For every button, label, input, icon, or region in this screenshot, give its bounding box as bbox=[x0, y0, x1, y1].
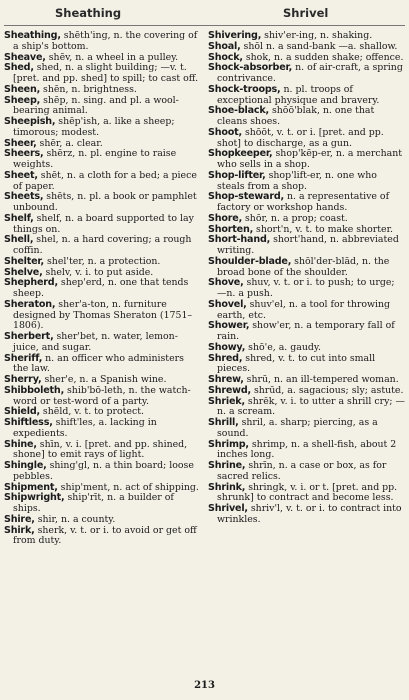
entry-headword: Shock-troops, bbox=[208, 83, 281, 95]
entry-headword: Shelve, bbox=[4, 266, 43, 278]
entry-definition: n. an officer who administers the law. bbox=[13, 352, 184, 375]
entry-headword: Short-hand, bbox=[208, 234, 271, 246]
dictionary-entry bbox=[4, 526, 202, 548]
entry-definition: shērz, n. pl. engine to raise weights. bbox=[13, 148, 177, 170]
entry-headword: Shoal, bbox=[208, 40, 241, 52]
entry-headword: Sheer, bbox=[4, 137, 37, 149]
dictionary-entry bbox=[4, 192, 202, 214]
dictionary-entry bbox=[4, 63, 202, 85]
entry-headword: Shorten, bbox=[208, 223, 254, 235]
dictionary-entry bbox=[4, 149, 202, 171]
entry-definition: shēld, v. t. to protect. bbox=[42, 406, 144, 418]
dictionary-entry bbox=[4, 440, 202, 462]
entry-definition: shōōt, v. t. or i. [pret. and pp. shot] to discharge, as a gun. bbox=[217, 126, 384, 149]
dictionary-entry bbox=[208, 504, 406, 526]
entry-definition: n. pl. troops of exceptional physique and bravery. bbox=[217, 83, 380, 106]
right-column bbox=[208, 31, 406, 526]
dictionary-entry bbox=[208, 321, 406, 343]
header-rule bbox=[4, 25, 405, 26]
dictionary-entry bbox=[208, 354, 406, 376]
entry-headword: Shield, bbox=[4, 406, 40, 418]
entry-headword: Shoulder-blade, bbox=[208, 255, 292, 267]
entry-definition: n. a representative of factory or workshop hands. bbox=[217, 191, 390, 213]
entry-definition: shēth'ing, n. the covering of a ship's bottom. bbox=[13, 30, 198, 52]
entry-definition: shing'gl, n. a thin board; loose pebbles. bbox=[13, 460, 194, 482]
entry-headword: Sherry, bbox=[4, 374, 42, 385]
entry-headword: Shrew, bbox=[208, 374, 244, 385]
entry-definition: show'er, n. a temporary fall of rain. bbox=[217, 320, 395, 342]
dictionary-entry bbox=[208, 149, 406, 171]
entry-definition: shed, n. a slight building; —v. t. [pret. and pp. shed] to spill; to cast off. bbox=[13, 62, 199, 84]
entry-definition: short'hand, n. abbreviated writing. bbox=[217, 234, 399, 256]
entry-headword: Sherbert, bbox=[4, 331, 54, 342]
entry-definition: sher'e, n. a Spanish wine. bbox=[44, 374, 167, 385]
entry-headword: Sheen, bbox=[4, 83, 41, 95]
entry-definition: ship'ment, n. act of shipping. bbox=[60, 481, 199, 493]
left-guide-word: Sheathing bbox=[55, 6, 122, 20]
entry-definition: shōl n. a sand-bank —a. shallow. bbox=[243, 40, 398, 52]
entry-definition: shōr, n. a prop; coast. bbox=[245, 212, 348, 224]
dictionary-entry bbox=[4, 235, 202, 257]
entry-definition: shēn, n. brightness. bbox=[43, 83, 137, 95]
entry-definition: shok, n. a sudden shake; offence. bbox=[245, 51, 404, 63]
dictionary-entry bbox=[4, 278, 202, 300]
entry-definition: shōō'blak, n. one that cleans shoes. bbox=[217, 105, 375, 127]
entry-definition: shelf, n. a board supported to lay things on. bbox=[13, 212, 194, 235]
entry-definition: sher'bet, n. water, lemon-juice, and sugar. bbox=[13, 331, 178, 353]
dictionary-entry bbox=[4, 214, 202, 236]
entry-headword: Showy, bbox=[208, 341, 246, 353]
entry-headword: Shibboleth, bbox=[4, 384, 65, 396]
dictionary-entry bbox=[208, 418, 406, 440]
dictionary-entry bbox=[208, 440, 406, 462]
dictionary-entry bbox=[208, 128, 406, 150]
entry-definition: short'n, v. t. to make shorter. bbox=[256, 223, 394, 235]
dictionary-entry bbox=[208, 300, 406, 322]
dictionary-entry bbox=[4, 300, 202, 332]
right-guide-word: Shrivel bbox=[283, 6, 329, 20]
entry-definition: shrimp, n. a shell-fish, about 2 inches long. bbox=[217, 438, 397, 461]
dictionary-entry bbox=[4, 117, 202, 139]
entry-headword: Shrink, bbox=[208, 481, 246, 493]
entry-definition: shred, v. t. to cut into small pieces. bbox=[217, 352, 376, 375]
dictionary-entry bbox=[4, 386, 202, 408]
entry-definition: shop'lift-er, n. one who steals from a shop. bbox=[217, 169, 377, 192]
dictionary-entry bbox=[208, 63, 406, 85]
entry-headword: Shock, bbox=[208, 51, 243, 63]
entry-headword: Sheraton, bbox=[4, 298, 56, 310]
entry-headword: Shingle, bbox=[4, 460, 47, 471]
entry-definition: shrēk, v. i. to utter a shrill cry; —n. a scream. bbox=[217, 395, 405, 418]
entry-definition: shrīn, n. a case or box, as for sacred relics. bbox=[217, 460, 387, 482]
entry-headword: Shoot, bbox=[208, 126, 242, 138]
entry-definition: shel, n. a hard covering; a rough coffin. bbox=[13, 234, 192, 256]
entry-definition: shift'les, a. lacking in expedients. bbox=[13, 417, 157, 439]
entry-definition: shiv'er-ing, n. shaking. bbox=[264, 30, 373, 41]
dictionary-entry bbox=[208, 278, 406, 300]
entry-headword: Sheave, bbox=[4, 51, 46, 63]
entry-headword: Shrewd, bbox=[208, 384, 251, 396]
dictionary-entry bbox=[208, 171, 406, 193]
entry-definition: shēv, n. a wheel in a pulley. bbox=[48, 51, 179, 63]
entry-definition: sher'a-ton, n. furniture designed by Thomas Sheraton (1751–1806). bbox=[13, 298, 193, 332]
entry-headword: Shipwright, bbox=[4, 492, 65, 504]
entry-definition: shēt, n. a cloth for a bed; a piece of paper. bbox=[13, 169, 197, 192]
entry-headword: Sheet, bbox=[4, 169, 38, 181]
entry-definition: shel'ter, n. a protection. bbox=[46, 255, 161, 267]
entry-definition: shril, a. sharp; piercing, as a sound. bbox=[217, 417, 378, 439]
entry-headword: Sheathing, bbox=[4, 30, 61, 41]
dictionary-entry bbox=[4, 418, 202, 440]
entry-headword: Shock-absorber, bbox=[208, 62, 293, 74]
entry-headword: Shop-steward, bbox=[208, 191, 284, 203]
entry-headword: Shopkeeper, bbox=[208, 148, 273, 160]
entry-definition: shringk, v. i. or t. [pret. and pp. shrunk] to contract and become less. bbox=[217, 481, 398, 504]
entry-headword: Shiftless, bbox=[4, 417, 53, 428]
entry-headword: Shove, bbox=[208, 277, 244, 289]
entry-headword: Shepherd, bbox=[4, 277, 58, 289]
entry-definition: shō'e, a. gaudy. bbox=[248, 341, 321, 353]
dictionary-entry bbox=[4, 171, 202, 193]
entry-headword: Shriek, bbox=[208, 395, 245, 407]
entry-definition: shrū, n. an ill-tempered woman. bbox=[246, 374, 399, 385]
entry-headword: Shed, bbox=[4, 62, 34, 74]
entry-definition: shrūd, a. sagacious; sly; astute. bbox=[253, 384, 404, 396]
entry-definition: ship'rīt, n. a builder of ships. bbox=[13, 492, 174, 514]
entry-headword: Shire, bbox=[4, 513, 35, 525]
entry-definition: shuv, v. t. or i. to push; to urge; —n. a push. bbox=[217, 277, 395, 299]
entry-definition: shop'kēp-er, n. a merchant who sells in a shop. bbox=[217, 148, 403, 170]
left-column bbox=[4, 31, 202, 547]
entry-headword: Shelter, bbox=[4, 255, 44, 267]
entry-headword: Shine, bbox=[4, 438, 37, 450]
entry-headword: Sheers, bbox=[4, 148, 44, 160]
entry-headword: Shovel, bbox=[208, 298, 247, 310]
entry-headword: Sheriff, bbox=[4, 352, 43, 364]
entry-headword: Shivering, bbox=[208, 30, 262, 41]
dictionary-entry bbox=[4, 493, 202, 515]
entry-definition: shir, n. a county. bbox=[37, 513, 116, 525]
entry-definition: shēp'ish, a. like a sheep; timorous; modest. bbox=[13, 116, 175, 138]
entry-headword: Shrine, bbox=[208, 460, 246, 471]
entry-headword: Shelf, bbox=[4, 212, 34, 224]
entry-definition: shelv, v. i. to put aside. bbox=[45, 266, 154, 278]
entry-headword: Sheepish, bbox=[4, 116, 56, 127]
entry-definition: shriv'l, v. t. or i. to contract into wrinkles. bbox=[217, 503, 402, 525]
page-number: 213 bbox=[194, 680, 215, 691]
dictionary-entry bbox=[208, 85, 406, 107]
entry-headword: Shipment, bbox=[4, 481, 58, 493]
entry-headword: Shore, bbox=[208, 212, 243, 224]
entry-headword: Shell, bbox=[4, 234, 34, 246]
entry-headword: Shirk, bbox=[4, 524, 35, 536]
dictionary-entry bbox=[4, 332, 202, 354]
entry-definition: shēp, n. sing. and pl. a wool-bearing animal. bbox=[13, 94, 179, 117]
entry-headword: Shrill, bbox=[208, 417, 239, 428]
entry-definition: shib'bō-leth, n. the watch-word or test-word of a party. bbox=[13, 384, 191, 407]
entry-definition: shēts, n. pl. a book or pamphlet unbound. bbox=[13, 191, 197, 213]
dictionary-entry bbox=[4, 354, 202, 376]
entry-headword: Shower, bbox=[208, 320, 250, 332]
entry-headword: Shred, bbox=[208, 352, 243, 364]
entry-definition: shōl'der-blād, n. the broad bone of the shoulder. bbox=[217, 255, 390, 278]
entry-definition: shuv'el, n. a tool for throwing earth, etc. bbox=[217, 298, 391, 321]
dictionary-entry bbox=[4, 461, 202, 483]
dictionary-entry bbox=[4, 96, 202, 118]
entry-definition: shīn, v. i. [pret. and pp. shined, shone] to emit rays of light. bbox=[13, 438, 188, 461]
entry-headword: Sheep, bbox=[4, 94, 41, 106]
entry-definition: n. of air-craft, a spring contrivance. bbox=[217, 62, 403, 84]
entry-headword: Shoe-black, bbox=[208, 105, 269, 117]
entry-headword: Sheets, bbox=[4, 191, 44, 203]
dictionary-entry bbox=[208, 106, 406, 128]
dictionary-entry bbox=[4, 31, 202, 53]
entry-definition: sherk, v. t. or i. to avoid or get off from duty. bbox=[13, 524, 197, 547]
entry-headword: Shop-lifter, bbox=[208, 169, 266, 181]
dictionary-entry bbox=[208, 397, 406, 419]
dictionary-entry bbox=[208, 461, 406, 483]
dictionary-entry bbox=[208, 235, 406, 257]
dictionary-entry bbox=[208, 257, 406, 279]
entry-headword: Shrimp, bbox=[208, 438, 249, 450]
entry-definition: shēr, a. clear. bbox=[39, 137, 103, 149]
dictionary-entry bbox=[208, 483, 406, 505]
entry-definition: shep'erd, n. one that tends sheep. bbox=[13, 277, 189, 299]
entry-headword: Shrivel, bbox=[208, 503, 248, 514]
dictionary-entry bbox=[208, 192, 406, 214]
